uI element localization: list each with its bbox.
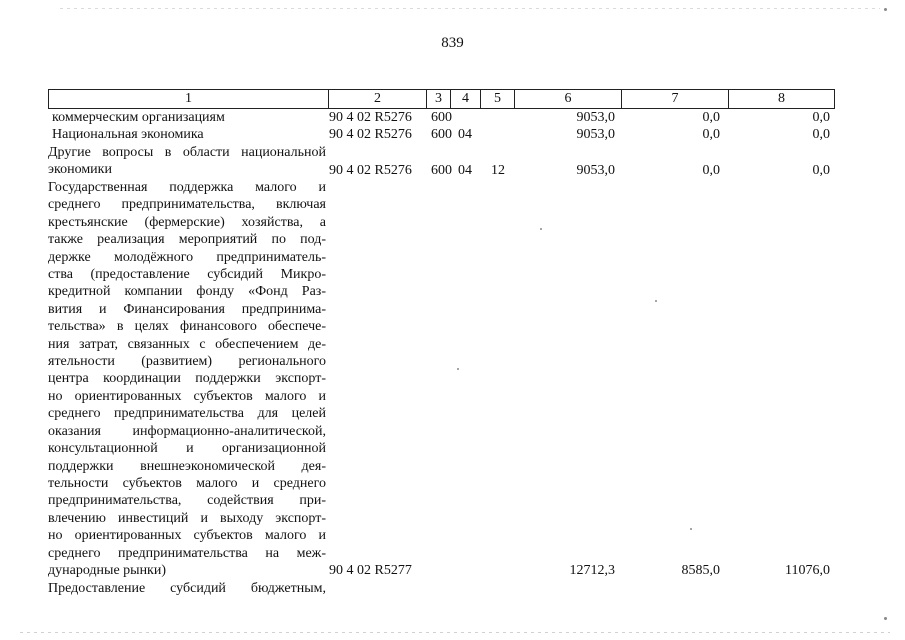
row-code: 90 4 02 R5276 [329, 127, 412, 142]
desc-line: среднего предпринимательства на меж- [48, 545, 326, 561]
header-col-6: 6 [514, 90, 621, 108]
row-code: 90 4 02 R5276 [329, 163, 412, 178]
scan-speck [884, 8, 887, 11]
row-sum-2: 8585,0 [681, 563, 720, 578]
header-col-5: 5 [480, 90, 514, 108]
desc-line: кредитной компании фонду «Фонд Раз- [48, 284, 326, 300]
desc-line: тельства» в целях финансового обеспече- [48, 319, 326, 335]
desc-line: крестьянские (фермерские) хозяйства, а [48, 214, 326, 230]
row-vr: 600 [431, 110, 452, 125]
desc-line: держке молодёжного предприниматель- [48, 249, 326, 265]
scan-edge-bottom [20, 632, 890, 633]
desc-line: предпринимательства, содействия при- [48, 493, 326, 509]
desc-line: но ориентированных субъектов малого и [48, 388, 326, 404]
row-sum-1: 9053,0 [576, 163, 615, 178]
header-col-8: 8 [728, 90, 834, 108]
page-number: 839 [441, 35, 464, 51]
header-col-1: 1 [185, 91, 192, 106]
row-code: 90 4 02 R5277 [329, 563, 412, 578]
desc-line: среднего предпринимательства для целей [48, 406, 326, 422]
scan-edge-top [60, 8, 880, 9]
row-sum-3: 11076,0 [785, 563, 830, 578]
row-vr: 600 [431, 163, 452, 178]
row-desc [48, 144, 326, 179]
desc-line: Предоставление субсидий бюджетным, [48, 581, 326, 596]
row-sum-2: 0,0 [702, 163, 720, 178]
row-desc [48, 179, 326, 579]
row-desc: Национальная экономика [52, 127, 204, 142]
table-header-row [48, 89, 835, 109]
scan-speck [884, 617, 887, 620]
row-sum-1: 9053,0 [576, 127, 615, 142]
header-col-3: 3 [426, 90, 450, 108]
scan-speck [655, 300, 657, 302]
row-sum-2: 0,0 [702, 127, 720, 142]
header-col-7: 7 [621, 90, 728, 108]
row-sum-2: 0,0 [702, 110, 720, 125]
row-sum-3: 0,0 [812, 110, 830, 125]
desc-line: также реализация мероприятий по под- [48, 232, 326, 248]
desc-line: дународные рынки) [48, 562, 167, 578]
row-sum-1: 12712,3 [569, 563, 615, 578]
desc-line: ния затрат, связанных с обеспечением де- [48, 336, 326, 352]
desc-line: но ориентированных субъектов малого и [48, 528, 326, 544]
row-code: 90 4 02 R5276 [329, 110, 412, 125]
desc-line: вития и Финансирования предпринима- [48, 301, 326, 317]
desc-line: Другие вопросы в области национальной [48, 145, 326, 160]
desc-line: экономики [48, 162, 112, 178]
desc-line: Государственная поддержка малого и [48, 180, 326, 195]
header-col-2: 2 [328, 90, 426, 108]
desc-line: тельности субъектов малого и среднего [48, 475, 326, 491]
header-col-4: 4 [450, 90, 480, 108]
row-sum-3: 0,0 [812, 163, 830, 178]
desc-line: центра координации поддержки экспорт- [48, 371, 326, 387]
row-sum-3: 0,0 [812, 127, 830, 142]
row-desc: коммерческим организациям [52, 110, 225, 125]
row-sum-1: 9053,0 [576, 110, 615, 125]
scan-speck [540, 228, 542, 230]
row-rz: 04 [458, 163, 472, 178]
desc-line: ятельности (развитием) регионального [48, 354, 326, 370]
scan-speck [690, 528, 692, 530]
row-pr: 12 [491, 163, 505, 178]
desc-line: поддержки внешнеэкономической дея- [48, 458, 326, 474]
desc-line: консультационной и организационной [48, 441, 326, 457]
scan-speck [457, 368, 459, 370]
row-vr: 600 [431, 127, 452, 142]
row-rz: 04 [458, 127, 472, 142]
desc-line: влечению инвестиций и выходу экспорт- [48, 510, 326, 526]
desc-line: ства (предоставление субсидий Микро- [48, 267, 326, 283]
desc-line: среднего предпринимательства, включая [48, 197, 326, 213]
desc-line: оказания информационно-аналитической, [48, 423, 326, 439]
row-desc [48, 580, 326, 597]
